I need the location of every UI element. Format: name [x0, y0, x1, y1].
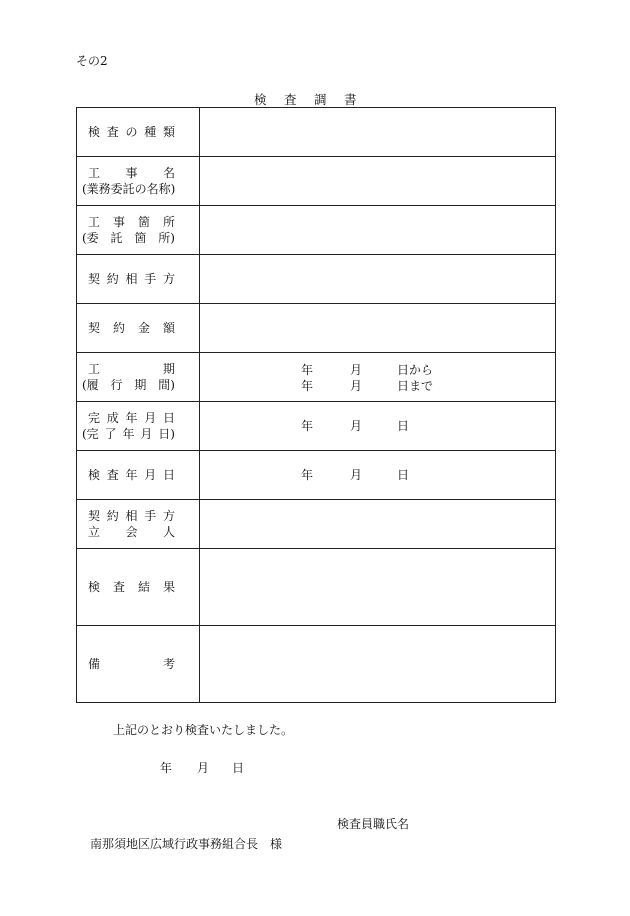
- title-char: 書: [344, 92, 357, 107]
- value-work-name[interactable]: [200, 157, 556, 206]
- inspector-label: 検査員職氏名: [337, 817, 410, 831]
- row-completion-date: [77, 402, 556, 451]
- form-number: その2: [76, 54, 108, 68]
- title-char: 検: [254, 92, 267, 107]
- label-witness: 契 約 相 手 方 立 会 人: [77, 500, 200, 549]
- label-work-period: 工 期 (履 行 期 間): [77, 353, 200, 402]
- value-remarks[interactable]: [200, 626, 556, 703]
- row-contractor: [77, 255, 556, 304]
- row-work-name: [77, 157, 556, 206]
- value-witness[interactable]: [200, 500, 556, 549]
- label-inspection-date: 検 査 年 月 日: [77, 451, 200, 500]
- value-completion-date[interactable]: 年 月 日: [200, 402, 556, 451]
- footer-date: [0, 759, 630, 775]
- footer-year: 年: [160, 761, 173, 775]
- value-work-period[interactable]: [200, 353, 556, 402]
- label-contractor: 契 約 相 手 方: [77, 255, 200, 304]
- addressee: 南那須地区広域行政事務組合長 様: [90, 837, 283, 851]
- title-char: 査: [284, 92, 297, 107]
- row-inspection-date: [77, 451, 556, 500]
- value-inspection-kind[interactable]: [200, 108, 556, 157]
- row-work-place: [77, 206, 556, 255]
- label-work-name: 工 事 名 (業務委託の名称): [77, 157, 200, 206]
- label-inspection-result: 検 査 結 果: [77, 549, 200, 626]
- title-char: 調: [314, 92, 327, 107]
- value-work-place[interactable]: [200, 206, 556, 255]
- row-work-period: [77, 353, 556, 402]
- row-contract-amount: [77, 304, 556, 353]
- document-title: [254, 90, 374, 108]
- label-contract-amount: 契 約 金 額: [77, 304, 200, 353]
- row-witness: [77, 500, 556, 549]
- period-from: 年 月 日から: [301, 363, 434, 377]
- footer-day: 日: [232, 761, 245, 775]
- period-to: 年 月 日まで: [301, 379, 434, 393]
- row-inspection-kind: [77, 108, 556, 157]
- value-inspection-date[interactable]: 年 月 日: [200, 451, 556, 500]
- footer-month: 月: [197, 761, 210, 775]
- value-inspection-result[interactable]: [200, 549, 556, 626]
- row-remarks: [77, 626, 556, 703]
- statement-text: 上記のとおり検査いたしました。: [113, 723, 294, 737]
- inspection-form-table: [76, 107, 556, 703]
- label-work-place: 工 事 箇 所 (委 託 箇 所): [77, 206, 200, 255]
- label-remarks: 備 考: [77, 626, 200, 703]
- row-inspection-result: [77, 549, 556, 626]
- label-completion-date: 完 成 年 月 日 (完 了 年 月 日): [77, 402, 200, 451]
- value-contract-amount[interactable]: [200, 304, 556, 353]
- value-contractor[interactable]: [200, 255, 556, 304]
- label-inspection-kind: 検 査 の 種 類: [77, 108, 200, 157]
